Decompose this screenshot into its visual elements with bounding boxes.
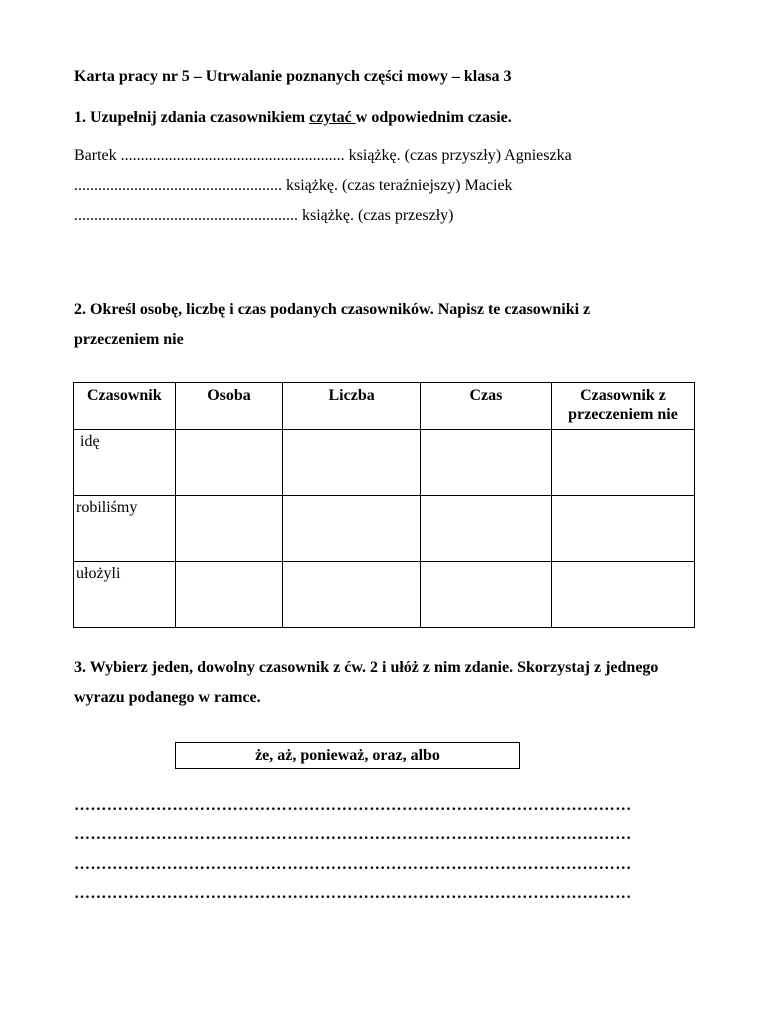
przeczenie-cell[interactable] — [551, 430, 694, 496]
table-row — [74, 496, 695, 562]
answer-line-2[interactable]: ………………………………………………………………………………………… — [74, 826, 632, 843]
task1-line-2[interactable]: .................................................... książkę. (czas teraźniejszy) Maciek — [74, 177, 513, 194]
task3-heading: 3. Wybierz jeden, dowolny czasownik z ćw. 2 i ułóż z nim zdanie. Skorzystaj z jednego wyrazu podanego w ramce. — [74, 659, 659, 706]
word-box: że, aż, ponieważ, oraz, albo — [175, 742, 520, 769]
przeczenie-cell[interactable] — [551, 496, 694, 562]
task1-heading — [74, 109, 512, 127]
liczba-cell[interactable] — [283, 562, 420, 628]
header-czasownik: Czasownik — [74, 383, 176, 430]
osoba-cell[interactable] — [175, 496, 283, 562]
osoba-cell[interactable] — [175, 562, 283, 628]
header-czasownik-z-przeczeniem: Czasownik z przeczeniem nie — [551, 383, 694, 430]
header-osoba: Osoba — [175, 383, 283, 430]
task1-heading-verb: czytać — [309, 109, 356, 126]
table-row — [74, 562, 695, 628]
answer-line-3[interactable]: ………………………………………………………………………………………… — [74, 856, 632, 873]
czas-cell[interactable] — [420, 430, 551, 496]
liczba-cell[interactable] — [283, 430, 420, 496]
verbs-table — [73, 382, 695, 628]
task1-line-1[interactable]: Bartek ........................................................ książkę. (czas przyszły) Agnieszka — [74, 147, 572, 164]
task1-heading-before: 1. Uzupełnij zdania czasownikiem — [74, 109, 310, 126]
table-row — [74, 430, 695, 496]
task1-line-3[interactable]: ........................................................ książkę. (czas przeszły) — [74, 207, 454, 224]
row-verb-cell: ułożyli — [74, 562, 176, 628]
page-title: Karta pracy nr 5 – Utrwalanie poznanych części mowy – klasa 3 — [74, 68, 512, 85]
liczba-cell[interactable] — [283, 496, 420, 562]
task2-heading: 2. Określ osobę, liczbę i czas podanych czasowników. Napisz te czasowniki z przeczeniem nie — [74, 301, 591, 348]
task1-heading-after: w odpowiednim czasie. — [355, 109, 512, 126]
osoba-cell[interactable] — [175, 430, 283, 496]
header-czas: Czas — [420, 383, 551, 430]
przeczenie-cell[interactable] — [551, 562, 694, 628]
answer-line-4[interactable]: ………………………………………………………………………………………… — [74, 885, 632, 902]
header-liczba: Liczba — [283, 383, 420, 430]
row-verb-cell: idę — [74, 430, 176, 496]
czas-cell[interactable] — [420, 562, 551, 628]
table-header-row — [74, 383, 695, 430]
answer-line-1[interactable]: ………………………………………………………………………………………… — [74, 797, 632, 814]
row-verb-cell: robiliśmy — [74, 496, 176, 562]
czas-cell[interactable] — [420, 496, 551, 562]
